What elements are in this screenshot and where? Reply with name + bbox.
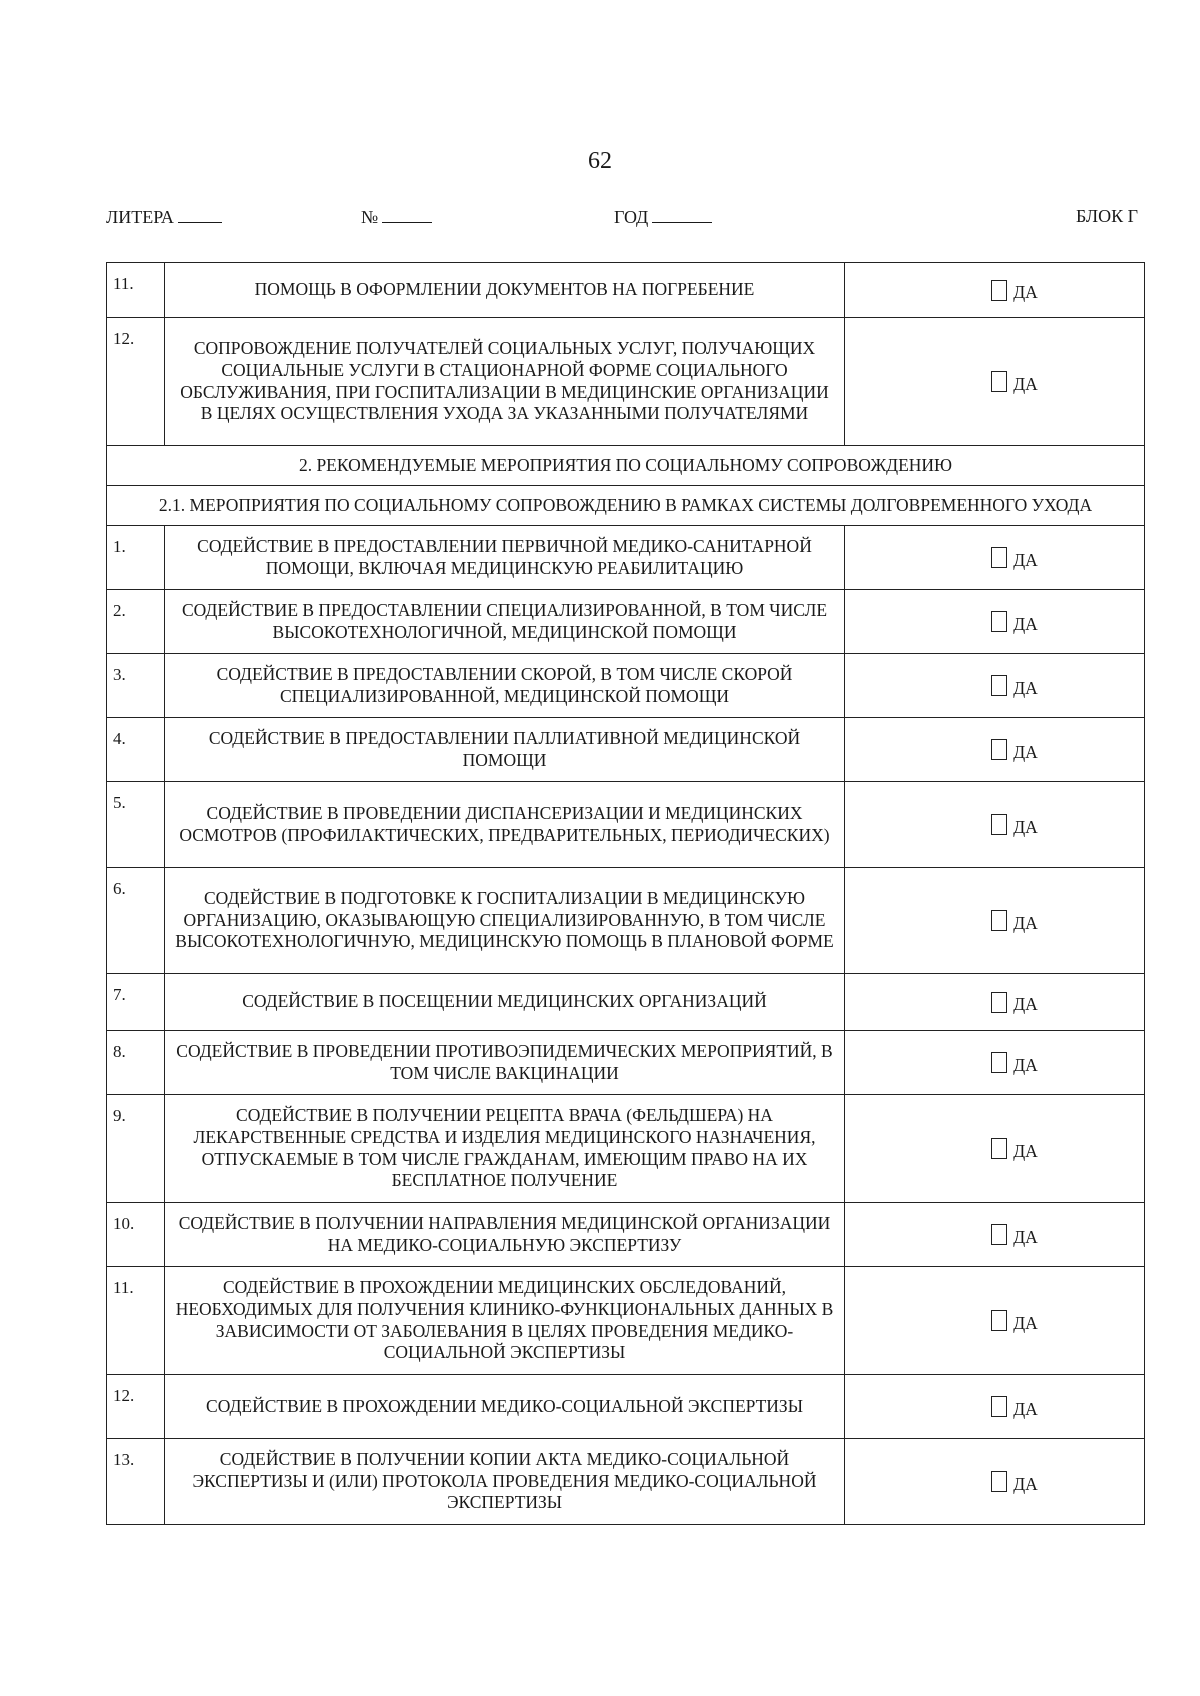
yes-checkbox-group[interactable] (885, 547, 1144, 569)
block-label: БЛОК Г (1075, 206, 1138, 226)
yes-label: ДА (1013, 1054, 1038, 1075)
row-number: 7. (107, 974, 165, 1031)
yes-checkbox[interactable] (991, 675, 1007, 696)
row-description: СОПРОВОЖДЕНИЕ ПОЛУЧАТЕЛЕЙ СОЦИАЛЬНЫХ УСЛУГ, ПОЛУЧАЮЩИХ СОЦИАЛЬНЫЕ УСЛУГИ В СТАЦИОНАРНОЙ ФОРМЕ СОЦИАЛЬНОГО ОБСЛУЖИВАНИЯ, ПРИ ГОСПИТАЛИЗАЦИИ В МЕДИЦИНСКИЕ ОРГАНИЗАЦИИ В ЦЕЛЯХ ОСУЩЕСТВЛЕНИЯ УХОДА ЗА УКАЗАННЫМИ ПОЛУЧАТЕЛЯМИ (165, 318, 845, 446)
row-description: СОДЕЙСТВИЕ В ПРОХОЖДЕНИИ МЕДИЦИНСКИХ ОБСЛЕДОВАНИЙ, НЕОБХОДИМЫХ ДЛЯ ПОЛУЧЕНИЯ КЛИНИКО-ФУНКЦИОНАЛЬНЫХ ДАННЫХ В ЗАВИСИМОСТИ ОТ ЗАБОЛЕВАНИЯ В ЦЕЛЯХ ПРОВЕДЕНИЯ МЕДИКО-СОЦИАЛЬНОЙ ЭКСПЕРТИЗЫ (165, 1267, 845, 1375)
row-checkbox-cell (845, 1203, 1145, 1267)
row-checkbox-cell (845, 782, 1145, 868)
yes-checkbox-group[interactable] (885, 279, 1144, 301)
table-row (107, 718, 1145, 782)
row-number: 9. (107, 1095, 165, 1203)
yes-label: ДА (1013, 1473, 1038, 1494)
yes-checkbox[interactable] (991, 1052, 1007, 1073)
row-description: СОДЕЙСТВИЕ В ПРОХОЖДЕНИИ МЕДИКО-СОЦИАЛЬНОЙ ЭКСПЕРТИЗЫ (165, 1375, 845, 1439)
yes-checkbox-group[interactable] (885, 739, 1144, 761)
yes-label: ДА (1013, 373, 1038, 394)
row-checkbox-cell (845, 1095, 1145, 1203)
yes-checkbox-group[interactable] (885, 1224, 1144, 1246)
number-field[interactable] (361, 206, 432, 228)
yes-checkbox-group[interactable] (885, 910, 1144, 932)
number-label: № (361, 207, 379, 227)
subsection-heading-row (107, 486, 1145, 526)
yes-checkbox[interactable] (991, 992, 1007, 1013)
yes-checkbox[interactable] (991, 280, 1007, 301)
row-number: 4. (107, 718, 165, 782)
row-number: 2. (107, 590, 165, 654)
table-row (107, 1203, 1145, 1267)
yes-checkbox-group[interactable] (885, 1396, 1144, 1418)
yes-checkbox-group[interactable] (885, 814, 1144, 836)
section-heading-row (107, 446, 1145, 486)
table-row (107, 868, 1145, 974)
yes-checkbox-group[interactable] (885, 371, 1144, 393)
row-description: СОДЕЙСТВИЕ В ПРОВЕДЕНИИ ПРОТИВОЭПИДЕМИЧЕСКИХ МЕРОПРИЯТИЙ, В ТОМ ЧИСЛЕ ВАКЦИНАЦИИ (165, 1031, 845, 1095)
litera-field[interactable] (106, 206, 222, 228)
row-checkbox-cell (845, 1267, 1145, 1375)
row-description: СОДЕЙСТВИЕ В ПРЕДОСТАВЛЕНИИ ПЕРВИЧНОЙ МЕДИКО-САНИТАРНОЙ ПОМОЩИ, ВКЛЮЧАЯ МЕДИЦИНСКУЮ РЕАБИЛИТАЦИЮ (165, 526, 845, 590)
table-row (107, 526, 1145, 590)
table-row (107, 974, 1145, 1031)
row-checkbox-cell (845, 318, 1145, 446)
yes-checkbox[interactable] (991, 611, 1007, 632)
row-number: 12. (107, 1375, 165, 1439)
yes-checkbox[interactable] (991, 814, 1007, 835)
row-description: СОДЕЙСТВИЕ В ПРЕДОСТАВЛЕНИИ ПАЛЛИАТИВНОЙ МЕДИЦИНСКОЙ ПОМОЩИ (165, 718, 845, 782)
row-description: СОДЕЙСТВИЕ В ПРОВЕДЕНИИ ДИСПАНСЕРИЗАЦИИ И МЕДИЦИНСКИХ ОСМОТРОВ (ПРОФИЛАКТИЧЕСКИХ, ПРЕДВАРИТЕЛЬНЫХ, ПЕРИОДИЧЕСКИХ) (165, 782, 845, 868)
row-checkbox-cell (845, 868, 1145, 974)
yes-checkbox-group[interactable] (885, 1310, 1144, 1332)
yes-checkbox-group[interactable] (885, 675, 1144, 697)
table-section-headings (107, 446, 1145, 526)
row-checkbox-cell (845, 974, 1145, 1031)
table-row (107, 654, 1145, 718)
yes-label: ДА (1013, 1226, 1038, 1247)
row-number: 11. (107, 263, 165, 318)
row-number: 8. (107, 1031, 165, 1095)
row-checkbox-cell (845, 263, 1145, 318)
yes-checkbox-group[interactable] (885, 1471, 1144, 1493)
yes-label: ДА (1013, 1398, 1038, 1419)
yes-checkbox[interactable] (991, 371, 1007, 392)
row-number: 12. (107, 318, 165, 446)
table-row (107, 318, 1145, 446)
row-checkbox-cell (845, 1031, 1145, 1095)
litera-blank[interactable] (178, 206, 222, 223)
row-description: ПОМОЩЬ В ОФОРМЛЕНИИ ДОКУМЕНТОВ НА ПОГРЕБЕНИЕ (165, 263, 845, 318)
yes-checkbox[interactable] (991, 910, 1007, 931)
page-number: 62 (588, 148, 612, 174)
yes-checkbox-group[interactable] (885, 1052, 1144, 1074)
yes-label: ДА (1013, 1140, 1038, 1161)
table-row (107, 1267, 1145, 1375)
row-checkbox-cell (845, 526, 1145, 590)
row-checkbox-cell (845, 1375, 1145, 1439)
row-number: 1. (107, 526, 165, 590)
row-checkbox-cell (845, 718, 1145, 782)
table-row (107, 1375, 1145, 1439)
table-top-rows (107, 263, 1145, 446)
yes-label: ДА (1013, 816, 1038, 837)
form-header (106, 206, 1138, 232)
yes-checkbox[interactable] (991, 1138, 1007, 1159)
litera-label: ЛИТЕРА (106, 207, 174, 227)
row-number: 3. (107, 654, 165, 718)
row-number: 10. (107, 1203, 165, 1267)
yes-checkbox[interactable] (991, 547, 1007, 568)
yes-checkbox[interactable] (991, 1396, 1007, 1417)
yes-checkbox-group[interactable] (885, 991, 1144, 1013)
row-description: СОДЕЙСТВИЕ В ПОЛУЧЕНИИ КОПИИ АКТА МЕДИКО-СОЦИАЛЬНОЙ ЭКСПЕРТИЗЫ И (ИЛИ) ПРОТОКОЛА ПРОВЕДЕНИЯ МЕДИКО-СОЦИАЛЬНОЙ ЭКСПЕРТИЗЫ (165, 1439, 845, 1525)
yes-label: ДА (1013, 282, 1038, 303)
yes-label: ДА (1013, 741, 1038, 762)
table-activity-rows (107, 526, 1145, 1525)
row-checkbox-cell (845, 590, 1145, 654)
table-row (107, 263, 1145, 318)
row-description: СОДЕЙСТВИЕ В ПОДГОТОВКЕ К ГОСПИТАЛИЗАЦИИ В МЕДИЦИНСКУЮ ОРГАНИЗАЦИЮ, ОКАЗЫВАЮЩУЮ СПЕЦИАЛИЗИРОВАННУЮ, В ТОМ ЧИСЛЕ ВЫСОКОТЕХНОЛОГИЧНУЮ, МЕДИЦИНСКУЮ ПОМОЩЬ В ПЛАНОВОЙ ФОРМЕ (165, 868, 845, 974)
subsection-heading: 2.1. МЕРОПРИЯТИЯ ПО СОЦИАЛЬНОМУ СОПРОВОЖДЕНИЮ В РАМКАХ СИСТЕМЫ ДОЛГОВРЕМЕННОГО УХОДА (107, 486, 1145, 526)
year-blank[interactable] (652, 206, 712, 223)
table-row (107, 1439, 1145, 1525)
yes-checkbox[interactable] (991, 1471, 1007, 1492)
table-row (107, 782, 1145, 868)
yes-label: ДА (1013, 549, 1038, 570)
yes-checkbox-group[interactable] (885, 1138, 1144, 1160)
row-number: 13. (107, 1439, 165, 1525)
row-checkbox-cell (845, 654, 1145, 718)
activities-table (106, 262, 1145, 1525)
row-checkbox-cell (845, 1439, 1145, 1525)
row-description: СОДЕЙСТВИЕ В ПОЛУЧЕНИИ НАПРАВЛЕНИЯ МЕДИЦИНСКОЙ ОРГАНИЗАЦИИ НА МЕДИКО-СОЦИАЛЬНУЮ ЭКСПЕРТИЗУ (165, 1203, 845, 1267)
yes-checkbox[interactable] (991, 1310, 1007, 1331)
yes-checkbox[interactable] (991, 739, 1007, 760)
yes-label: ДА (1013, 677, 1038, 698)
yes-checkbox[interactable] (991, 1224, 1007, 1245)
yes-label: ДА (1013, 912, 1038, 933)
yes-label: ДА (1013, 1312, 1038, 1333)
row-description: СОДЕЙСТВИЕ В ПОСЕЩЕНИИ МЕДИЦИНСКИХ ОРГАНИЗАЦИЙ (165, 974, 845, 1031)
year-field[interactable] (614, 206, 712, 228)
row-description: СОДЕЙСТВИЕ В ПРЕДОСТАВЛЕНИИ СПЕЦИАЛИЗИРОВАННОЙ, В ТОМ ЧИСЛЕ ВЫСОКОТЕХНОЛОГИЧНОЙ, МЕДИЦИНСКОЙ ПОМОЩИ (165, 590, 845, 654)
year-label: ГОД (614, 207, 649, 227)
row-number: 5. (107, 782, 165, 868)
yes-checkbox-group[interactable] (885, 611, 1144, 633)
row-description: СОДЕЙСТВИЕ В ПОЛУЧЕНИИ РЕЦЕПТА ВРАЧА (ФЕЛЬДШЕРА) НА ЛЕКАРСТВЕННЫЕ СРЕДСТВА И ИЗДЕЛИЯ МЕДИЦИНСКОГО НАЗНАЧЕНИЯ, ОТПУСКАЕМЫЕ В ТОМ ЧИСЛЕ ГРАЖДАНАМ, ИМЕЮЩИМ ПРАВО НА ИХ БЕСПЛАТНОЕ ПОЛУЧЕНИЕ (165, 1095, 845, 1203)
yes-label: ДА (1013, 613, 1038, 634)
row-number: 6. (107, 868, 165, 974)
row-number: 11. (107, 1267, 165, 1375)
yes-label: ДА (1013, 994, 1038, 1015)
table-row (107, 1031, 1145, 1095)
section-heading: 2. РЕКОМЕНДУЕМЫЕ МЕРОПРИЯТИЯ ПО СОЦИАЛЬНОМУ СОПРОВОЖДЕНИЮ (107, 446, 1145, 486)
number-blank[interactable] (382, 206, 432, 223)
row-description: СОДЕЙСТВИЕ В ПРЕДОСТАВЛЕНИИ СКОРОЙ, В ТОМ ЧИСЛЕ СКОРОЙ СПЕЦИАЛИЗИРОВАННОЙ, МЕДИЦИНСКОЙ ПОМОЩИ (165, 654, 845, 718)
table-row (107, 590, 1145, 654)
table-row (107, 1095, 1145, 1203)
